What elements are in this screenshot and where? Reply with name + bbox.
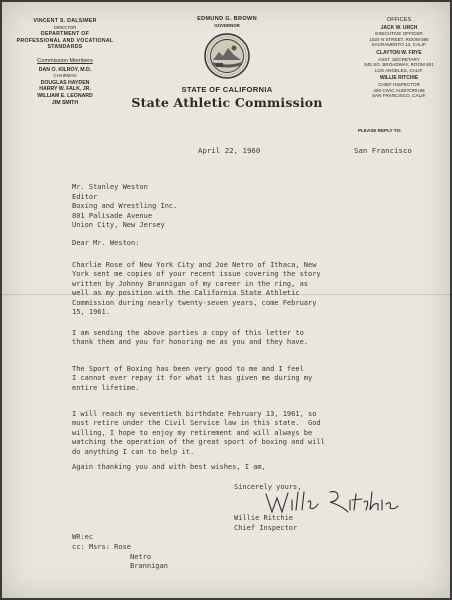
officer-title: CHIEF INSPECTOR [378, 81, 420, 87]
signer-block [234, 514, 297, 533]
officer-title: EXECUTIVE OFFICER [375, 31, 423, 37]
department-line: DEPARTMENT OF [40, 31, 90, 38]
member-name: JIM SMITH [51, 99, 79, 106]
governor-title: GOVERNOR [214, 23, 240, 28]
letter-date: April 22, 1960 [198, 146, 261, 155]
department-line: STANDARDS [47, 44, 83, 51]
body-paragraph: Charlie Rose of New York City and Joe Netro of Ithaca, New York sent me copies of your recent issue covering the story written by Johnny Brannigan of my career in the ring, as well as my position with the California State Athletic Commission during nearly twenty-seven years, come February 15, 1961. [72, 261, 321, 317]
reply-city: San Francisco [354, 146, 412, 155]
member-name: DAN O. KILROY, M.D. [38, 66, 92, 73]
typist-initials: WR:ec [72, 533, 94, 541]
director-title: DIRECTOR [53, 24, 77, 30]
department-line: PROFESSIONAL AND VOCATIONAL [16, 37, 114, 44]
member-role: CHAIRMAN [53, 73, 77, 79]
offices-label: OFFICES [386, 17, 412, 23]
sign-off: Sincerely yours, [234, 483, 302, 491]
officer-address: SACRAMENTO 14, CALIF. [371, 42, 427, 48]
officer-address: LOS ANGELES, CALIF. [374, 67, 424, 73]
cc-line: cc: Msrs: Rose [72, 542, 132, 551]
state-name: STATE OF CALIFORNIA [181, 85, 273, 94]
director-name: VINCENT S. DALSIMER [33, 18, 97, 24]
signer-name: Willie Ritchie [234, 514, 294, 522]
officer-title: ASST. SECRETARY [378, 56, 420, 62]
officer-name: WILLIE RITCHIE [379, 75, 419, 82]
member-name: DOUGLAS HAYDEN [40, 79, 90, 86]
please-reply-label: PLEASE REPLY TO: [358, 128, 402, 133]
state-seal-icon [204, 33, 250, 79]
recipient-line: Editor [72, 192, 98, 201]
body-paragraph: I am sending the above parties a copy of this letter to thank them and you for honoring me as you and they have. [72, 329, 309, 347]
officer-name: CLAYTON W. FRYE [376, 49, 422, 56]
recipient-address [72, 183, 177, 231]
commission-name: State Athletic Commission [131, 95, 323, 110]
governor-name: EDMUND G. BROWN [197, 16, 257, 22]
recipient-line: Mr. Stanley Weston [72, 183, 148, 191]
letterhead-center [122, 16, 332, 110]
officer-name: JACK W. URCH [380, 24, 418, 31]
recipient-line: Boxing and Wrestling Inc. [72, 202, 178, 211]
officer-address: SAN FRANCISCO, CALIF. [371, 93, 427, 99]
salutation: Dear Mr. Weston: [72, 239, 140, 247]
officer-address: 1020 N STREET, ROOM 595 [369, 36, 429, 42]
officer-address: 400 CIVIC AUDITORIUM [373, 87, 425, 93]
recipient-line: Union City, New Jersey [72, 221, 165, 230]
cc-recipient: Brannigan [130, 562, 168, 571]
officer-address: 545 SO. BROADWAY, ROOM 601 [364, 62, 434, 68]
recipient-line: 801 Palisade Avenue [72, 211, 153, 220]
cc-recipient: Netro [130, 552, 152, 561]
signer-title: Chief Inspector [234, 523, 298, 532]
letterhead-right-column [352, 18, 446, 99]
letter-sheet [2, 2, 450, 598]
letterhead-left-column [10, 18, 120, 106]
closing-line: Again thanking you and with best wishes, I am, [72, 463, 266, 471]
body-paragraph: I will reach my seventieth birthdate February 13, 1961, so must retire under the Civil Service law in this state. God willing, I hope to enjoy my retirement and will always be watching the operation of the great sport of boxing and will do anything I can to help it. [72, 410, 325, 456]
commission-members-label: Commission Members [37, 57, 93, 64]
initials-block [72, 533, 168, 572]
member-name: HARRY W. FALK, JR. [39, 86, 91, 93]
member-name: WILLIAM E. LEONARD [37, 92, 93, 99]
body-paragraph: The Sport of Boxing has been very good to me and I feel I cannot ever repay it for what it has given me during my entire lifetime. [72, 365, 313, 392]
